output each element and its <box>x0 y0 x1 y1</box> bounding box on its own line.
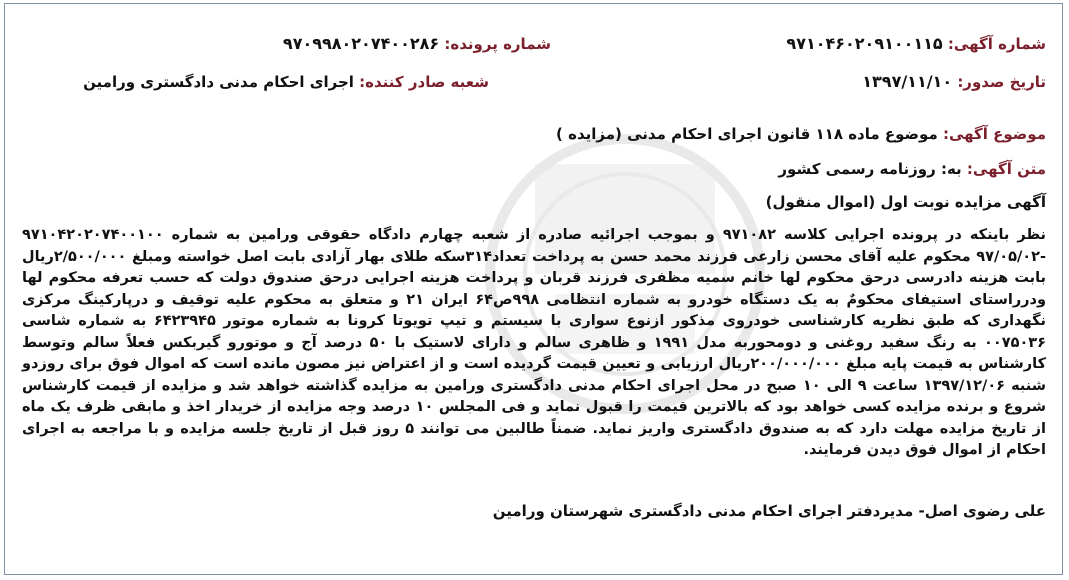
case-number <box>283 34 551 54</box>
notice-title: آگهی مزایده نوبت اول (اموال منقول) <box>765 193 1046 211</box>
issuing-branch-label: شعبه صادر کننده: <box>359 73 489 91</box>
case-number-value: ۹۷۰۹۹۸۰۲۰۷۴۰۰۲۸۶ <box>282 34 440 53</box>
issue-date <box>862 72 1046 92</box>
case-number-label: شماره پرونده: <box>444 35 551 53</box>
ad-number-value: ۹۷۱۰۴۶۰۲۰۹۱۰۰۱۱۵ <box>786 34 943 53</box>
notice-body: نظر باینکه در پرونده اجرایی کلاسه ۹۷۱۰۸۲ و بموجب اجرائیه صادره از شعبه چهارم دادگاه حقوقی ورامین به شماره ۹۷۱۰۴۲۰۲۰۷۴۰۰۱۰۰ -۹۷/۰۵/۰۲ محکوم علیه آقای محسن زارعی فرزند محمد حسن به پرداخت تعداد۳۱۴سکه طلای بهار آزادی بابت اصل خواسته ومبلغ ۲/۵۰۰/۰۰۰ریال بابت هزینه دادرسی درحق محکوم لها خانم سمیه مظفری فرزند قربان و پرداخت هزینه اجرایی درحق صندوق دولت که حسب تعرفه محکوم لها ودرراستای استیفای محکومٌ به یک دستگاه خودرو به شماره انتظامی ۹۹۸ص۶۴ ایران ۲۱ و متعلق به محکوم علیه توقیف و درپارکینگ مرکزی نگهداری که طبق نظریه کارشناسی خودروی مذکور ازنوع سواری با سیستم و تیپ تویوتا کرونا به شماره موتور ۶۴۲۳۹۴۵ به شماره شاسی ۰۰۷۵۰۳۶ به رنگ سفید روغنی و دومحوربه مدل ۱۹۹۱ و ظاهری سالم و دارای لاستیک با ۵۰ درصد آج و موتورو گیربکس فعلاً سالم وتوسط کارشناس به قیمت پایه مبلغ ۲۰۰/۰۰۰/۰۰۰ریال ارزیابی و تعیین قیمت گردیده است و از اعتراض نیز مصون مانده است که اموال فوق برای روزدو شنبه ۱۳۹۷/۱۲/۰۶ ساعت ۹ الی ۱۰ صبح در محل اجرای احکام مدنی دادگستری ورامین به مزایده گذاشته خواهد شد و مزایده از قیمت کارشناس شروع و برنده مزایده کسی خواهد بود که بالاترین قیمت را قبول نماید و فی المجلس ۱۰ درصد وجه مزایده از خریدار اخذ و مابقی ظرف یک ماه از تاریخ مزایده مهلت دارد که به صندوق دادگستری واریز نماید. ضمناً طالبین می توانند ۵ روز قبل از تاریخ جلسه مزایده و با مراجعه به اجرای احکام از اموال فوق دیدن فرمایند. <box>22 227 1046 458</box>
ad-number-label: شماره آگهی: <box>947 35 1046 53</box>
ad-text-label: متن آگهی: <box>966 160 1046 178</box>
subject <box>556 124 1046 144</box>
ad-text-value: به: روزنامه رسمی کشور <box>778 160 962 178</box>
ad-number <box>786 34 1046 54</box>
issuing-branch-value: اجرای احکام مدنی دادگستری ورامین <box>83 73 354 91</box>
issuing-branch <box>83 72 489 92</box>
issue-date-label: تاریخ صدور: <box>957 73 1046 91</box>
ad-text <box>778 159 1046 179</box>
signature: علی رضوی اصل- مدیردفتر اجرای احکام مدنی دادگستری شهرستان ورامین <box>492 502 1046 520</box>
notice-frame <box>4 3 1063 575</box>
subject-label: موضوع آگهی: <box>942 125 1046 143</box>
issue-date-value: ۱۳۹۷/۱۱/۱۰ <box>862 72 953 91</box>
subject-value: موضوع ماده ۱۱۸ قانون اجرای احکام مدنی (مزایده ) <box>556 125 938 143</box>
